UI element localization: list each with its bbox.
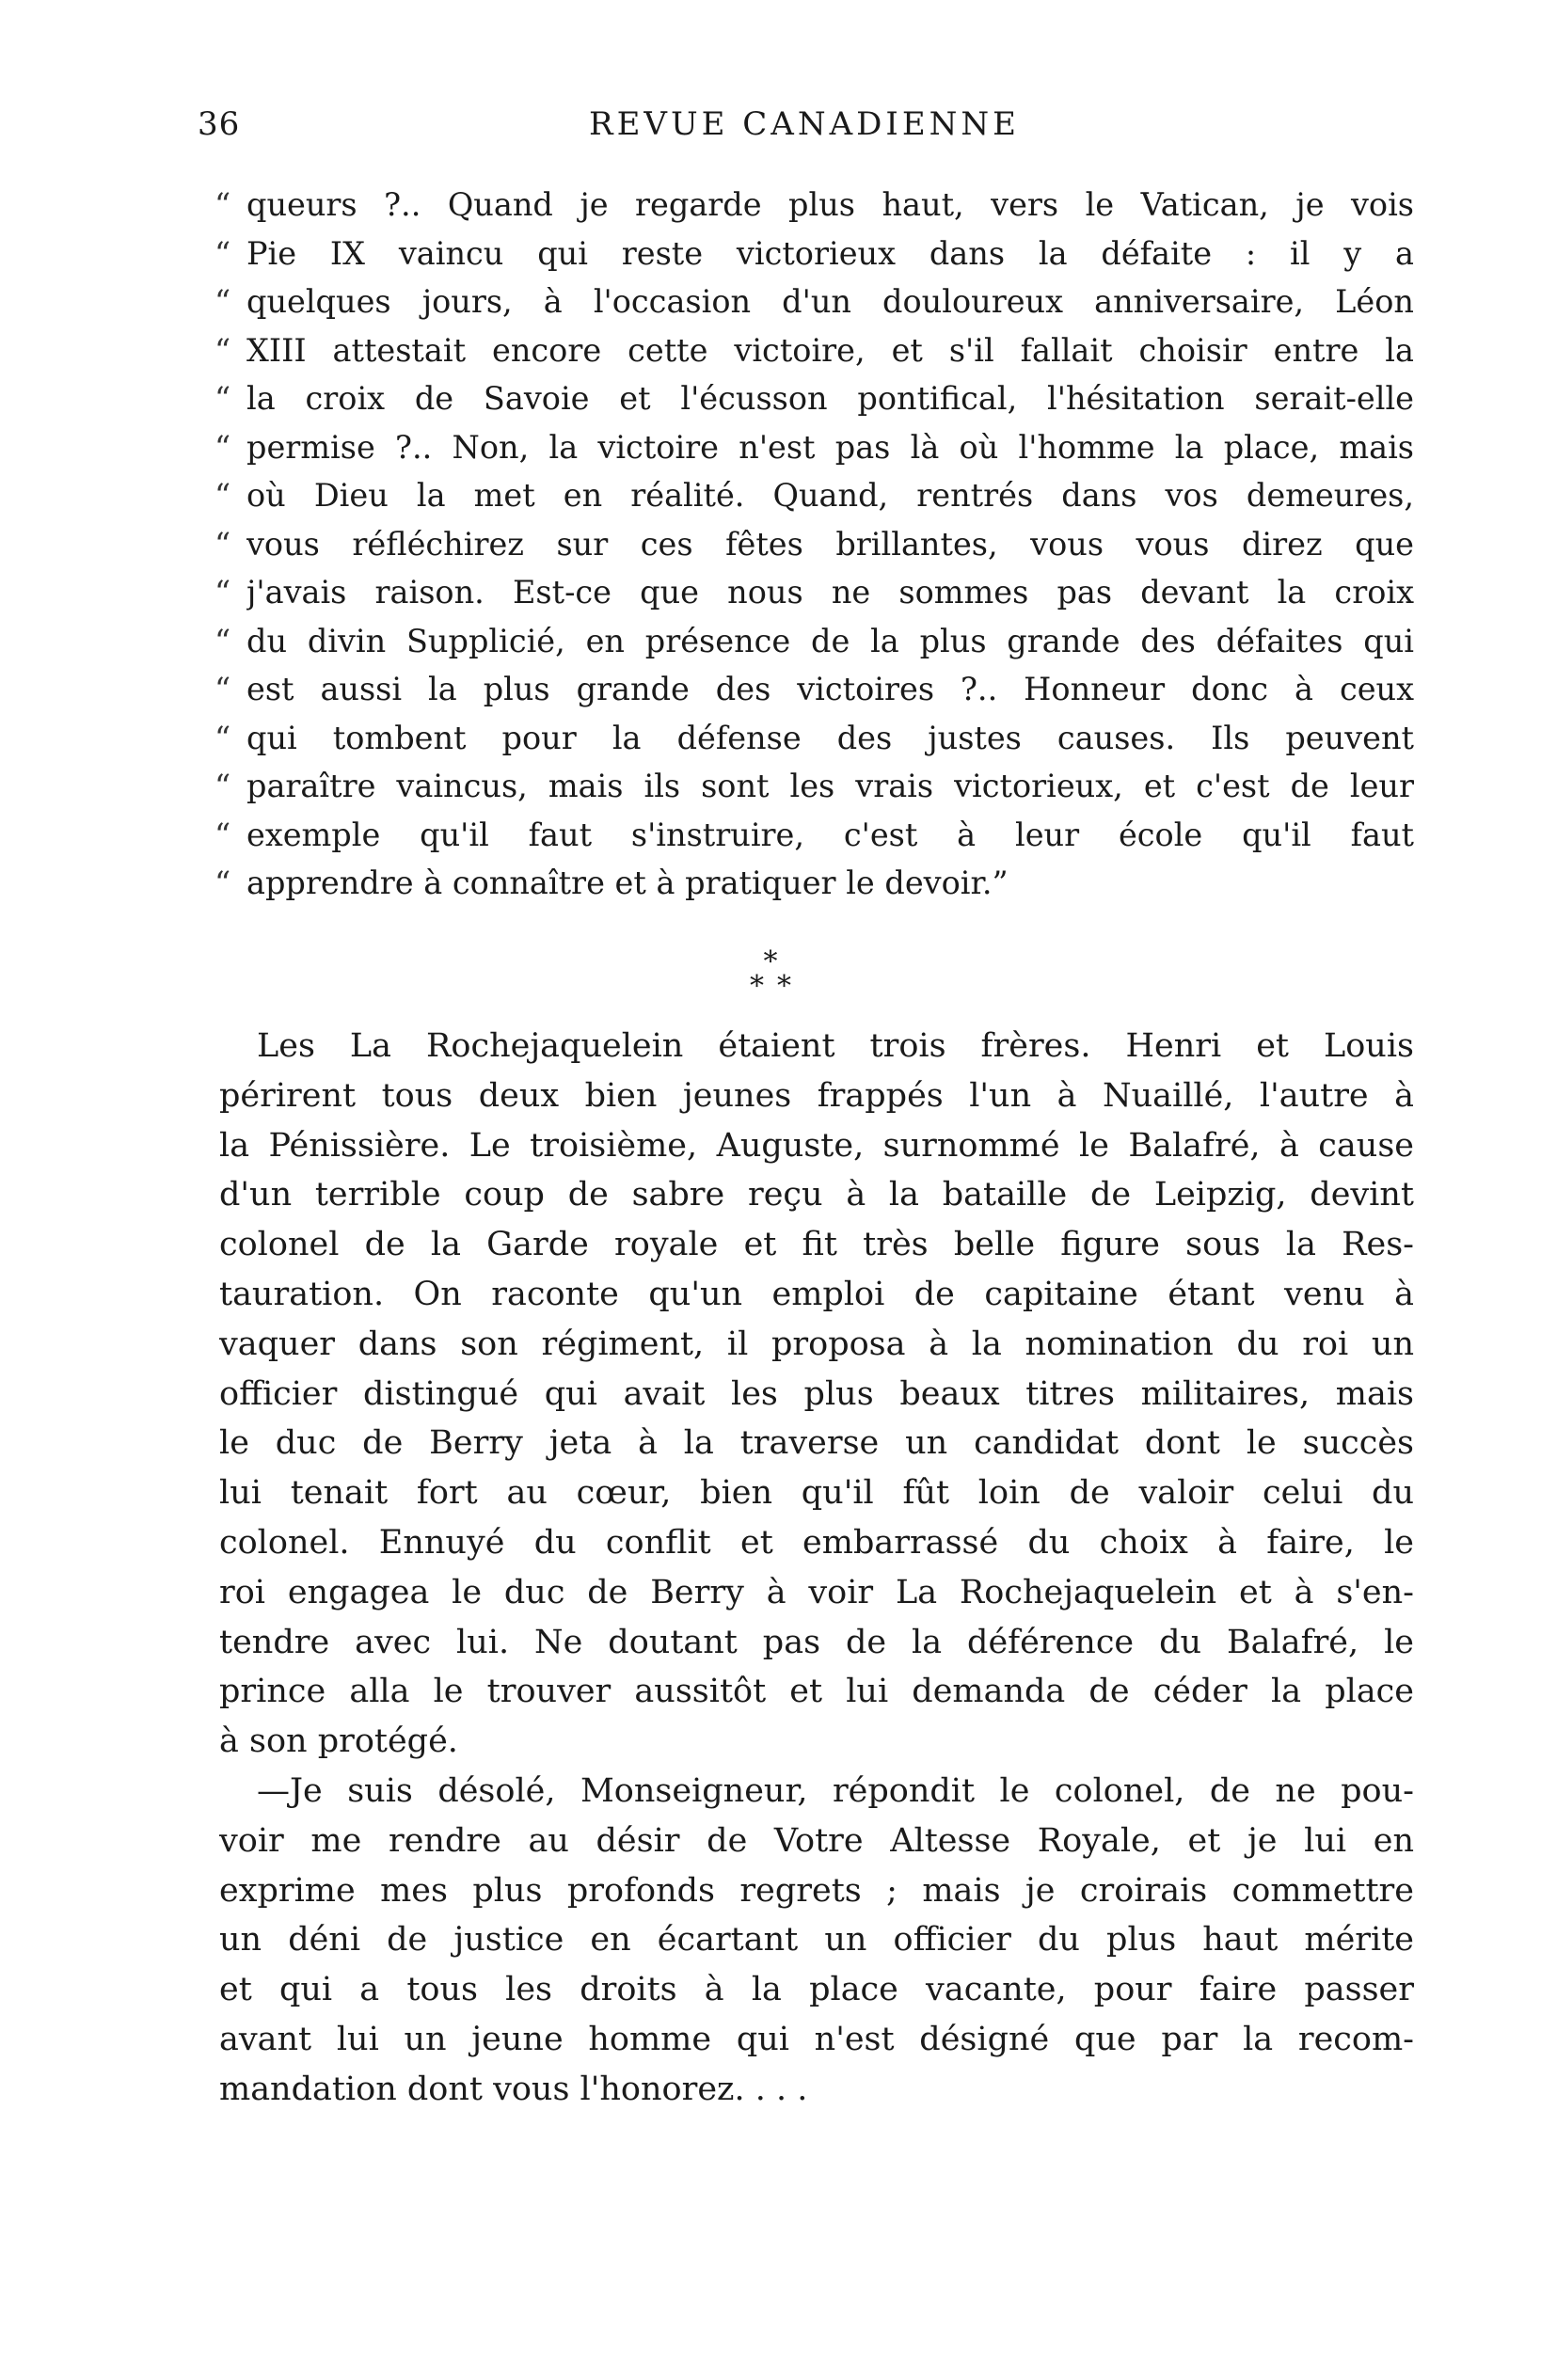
- quote-line-text: queurs ?.. Quand je regarde plus haut, vers le Vatican, je vois: [246, 186, 1414, 223]
- body-line: et qui a tous les droits à la place vacante, pour faire passer: [219, 1971, 1414, 2009]
- body-line: périrent tous deux bien jeunes frappés l'un à Nuaillé, l'autre à: [219, 1076, 1414, 1115]
- quote-line-text: qui tombent pour la défense des justes causes. Ils peuvent: [246, 719, 1414, 756]
- section-separator: [0, 945, 1541, 1003]
- body-line: d'un terrible coup de sabre reçu à la bataille de Leipzig, devint: [219, 1176, 1414, 1214]
- quote-line: [214, 520, 1414, 569]
- quote-line: [214, 811, 1414, 860]
- body-line: mandation dont vous l'honorez. . . .: [219, 2070, 808, 2108]
- body-line: lui tenait fort au cœur, bien qu'il fût loin de valoir celui du: [219, 1474, 1414, 1513]
- quote-line-text: paraître vaincus, mais ils sont les vrais victorieux, et c'est de leur: [246, 768, 1414, 804]
- quote-line: [214, 617, 1414, 666]
- quote-mark: “: [214, 234, 231, 272]
- quote-mark: “: [214, 768, 231, 804]
- quote-line: [214, 181, 1414, 230]
- quote-line-text: où Dieu la met en réalité. Quand, rentrés dans vos demeures,: [246, 477, 1414, 514]
- quote-line: [214, 326, 1414, 375]
- quote-mark: “: [214, 186, 231, 223]
- body-line: un déni de justice en écartant un officier du plus haut mérite: [219, 1921, 1414, 1960]
- body-line: colonel de la Garde royale et fit très belle figure sous la Res-: [219, 1226, 1414, 1264]
- body-line: vaquer dans son régiment, il proposa à la nomination du roi un: [219, 1325, 1414, 1363]
- quoted-speech: [214, 181, 1414, 908]
- body-line: Les La Rochejaquelein étaient trois frères. Henri et Louis: [257, 1027, 1414, 1065]
- quote-line: [214, 762, 1414, 811]
- quote-line-text: du divin Supplicié, en présence de la plus grande des défaites qui: [246, 622, 1414, 659]
- quote-line: [214, 665, 1414, 714]
- quote-mark: “: [214, 477, 231, 514]
- quote-line: [214, 278, 1414, 326]
- body-line: colonel. Ennuyé du conflit et embarrassé du choix à faire, le: [219, 1523, 1414, 1562]
- body-line: avant lui un jeune homme qui n'est désigné que par la recom-: [219, 2020, 1414, 2058]
- quote-line-text: est aussi la plus grande des victoires ?.. Honneur donc à ceux: [246, 671, 1414, 707]
- quote-mark: “: [214, 622, 231, 659]
- quote-line-text: j'avais raison. Est-ce que nous ne sommes pas devant la croix: [246, 574, 1414, 611]
- quote-mark: “: [214, 574, 231, 611]
- quote-line-text: exemple qu'il faut s'instruire, c'est à leur école qu'il faut: [246, 816, 1414, 853]
- body-text: [219, 1022, 1414, 2115]
- quote-line-text: XIII attestait encore cette victoire, et s'il fallait choisir entre la: [246, 331, 1414, 369]
- quote-line-text: Pie IX vaincu qui reste victorieux dans la défaite : il y a: [246, 234, 1414, 272]
- separator-stars-bottom: **: [750, 970, 804, 1003]
- body-line: tauration. On raconte qu'un emploi de capitaine étant venu à: [219, 1275, 1414, 1313]
- body-line: tendre avec lui. Ne doutant pas de la déférence du Balafré, le: [219, 1623, 1414, 1661]
- body-line: exprime mes plus profonds regrets ; mais je croirais commettre: [219, 1871, 1414, 1910]
- quote-mark: “: [214, 816, 231, 853]
- body-line: roi engagea le duc de Berry à voir La Rochejaquelein et à s'en-: [219, 1573, 1414, 1611]
- quote-line: [214, 859, 1414, 908]
- running-title: REVUE CANADIENNE: [589, 105, 1020, 143]
- quote-line: [214, 471, 1414, 520]
- quote-line: [214, 568, 1414, 617]
- quote-line: [214, 230, 1414, 278]
- body-line: la Pénissière. Le troisième, Auguste, surnommé le Balafré, à cause: [219, 1126, 1414, 1165]
- quote-line-text: permise ?.. Non, la victoire n'est pas là où l'homme la place, mais: [246, 428, 1414, 466]
- quote-mark: “: [214, 671, 231, 707]
- body-line: prince alla le trouver aussitôt et lui demanda de céder la place: [219, 1673, 1414, 1711]
- quote-mark: “: [214, 380, 231, 417]
- quote-line-text: quelques jours, à l'occasion d'un douloureux anniversaire, Léon: [246, 283, 1414, 320]
- quote-line: [214, 423, 1414, 472]
- body-line: le duc de Berry jeta à la traverse un candidat dont le succès: [219, 1424, 1414, 1463]
- body-line: —Je suis désolé, Monseigneur, répondit le colonel, de ne pou-: [257, 1771, 1414, 1810]
- body-line: voir me rendre au désir de Votre Altesse Royale, et je lui en: [219, 1821, 1414, 1860]
- quote-line: [214, 714, 1414, 763]
- page-number: 36: [198, 105, 241, 143]
- page-header: [198, 105, 1411, 162]
- body-line: officier distingué qui avait les plus beaux titres militaires, mais: [219, 1374, 1414, 1413]
- quote-line: [214, 374, 1414, 423]
- quote-mark: “: [214, 865, 231, 901]
- body-line: à son protégé.: [219, 1722, 458, 1761]
- separator-star-top: *: [763, 945, 778, 978]
- quote-mark: “: [214, 331, 231, 369]
- quote-line-text: apprendre à connaître et à pratiquer le devoir.”: [246, 865, 1009, 901]
- quote-line-text: vous réfléchirez sur ces fêtes brillantes, vous vous direz que: [246, 525, 1414, 563]
- quote-mark: “: [214, 283, 231, 320]
- quote-mark: “: [214, 719, 231, 756]
- quote-line-text: la croix de Savoie et l'écusson pontifical, l'hésitation serait-elle: [246, 380, 1414, 417]
- quote-mark: “: [214, 525, 231, 563]
- quote-mark: “: [214, 428, 231, 466]
